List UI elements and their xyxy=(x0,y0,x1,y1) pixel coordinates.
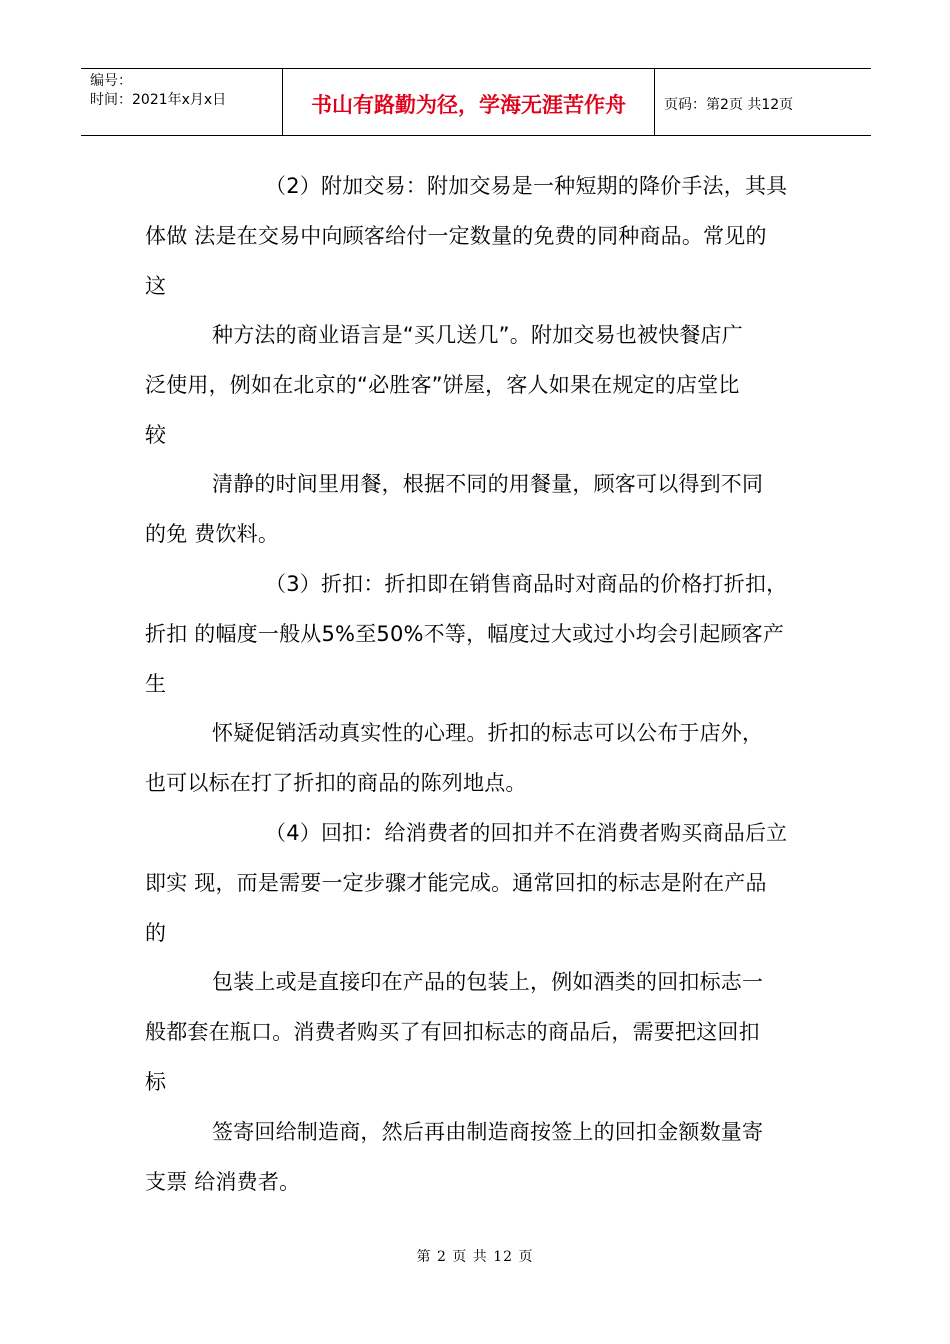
paragraph-line: （4）回扣：给消费者的回扣并不在消费者购买商品后立 xyxy=(265,821,788,845)
paragraph-line: （3）折扣：折扣即在销售商品时对商品的价格打折扣， xyxy=(265,572,788,596)
paragraph-line: 折扣 的幅度一般从5%至50%不等，幅度过大或过小均会引起顾客产 xyxy=(145,622,785,646)
document-header xyxy=(81,68,871,136)
header-motto-cell xyxy=(283,69,655,135)
paragraph-line: 怀疑促销活动真实性的心理。折扣的标志可以公布于店外， xyxy=(212,721,764,745)
motto-text: 书山有路勤为径，学海无涯苦作舟 xyxy=(311,93,626,117)
paragraph-line: 泛使用，例如在北京的“必胜客”饼屋，客人如果在规定的店堂比 xyxy=(145,373,740,397)
page-footer: 第 2 页 共 12 页 xyxy=(416,1249,534,1265)
paragraph-line: （2）附加交易：附加交易是一种短期的降价手法，其具 xyxy=(265,174,788,198)
header-meta-cell xyxy=(81,69,283,135)
paragraph-line: 即实 现，而是需要一定步骤才能完成。通常回扣的标志是附在产品 xyxy=(145,871,767,895)
page-info: 页码：第2页 共12页 xyxy=(664,97,794,113)
header-page-cell xyxy=(655,69,871,135)
paragraph-line: 般都套在瓶口。消费者购买了有回扣标志的商品后，需要把这回扣 xyxy=(145,1020,760,1044)
paragraph-line: 的 xyxy=(145,921,167,945)
paragraph-line: 体做 法是在交易中向顾客给付一定数量的免费的同种商品。常见的 xyxy=(145,224,767,248)
time-label: 时间：2021年x月x日 xyxy=(90,92,227,108)
number-label: 编号： xyxy=(90,73,132,89)
paragraph-line: 的免 费饮料。 xyxy=(145,522,280,546)
paragraph-line: 标 xyxy=(145,1070,167,1094)
paragraph-line: 签寄回给制造商，然后再由制造商按签上的回扣金额数量寄 xyxy=(212,1120,764,1144)
paragraph-line: 生 xyxy=(145,672,167,696)
paragraph-line: 包装上或是直接印在产品的包装上，例如酒类的回扣标志一 xyxy=(212,970,764,994)
paragraph-line: 这 xyxy=(145,274,167,298)
paragraph-line: 种方法的商业语言是“买几送几”。附加交易也被快餐店广 xyxy=(212,323,743,347)
paragraph-line: 清静的时间里用餐，根据不同的用餐量，顾客可以得到不同 xyxy=(212,472,764,496)
paragraph-line: 较 xyxy=(145,423,167,447)
paragraph-line: 也可以标在打了折扣的商品的陈列地点。 xyxy=(145,771,527,795)
paragraph-line: 支票 给消费者。 xyxy=(145,1170,301,1194)
